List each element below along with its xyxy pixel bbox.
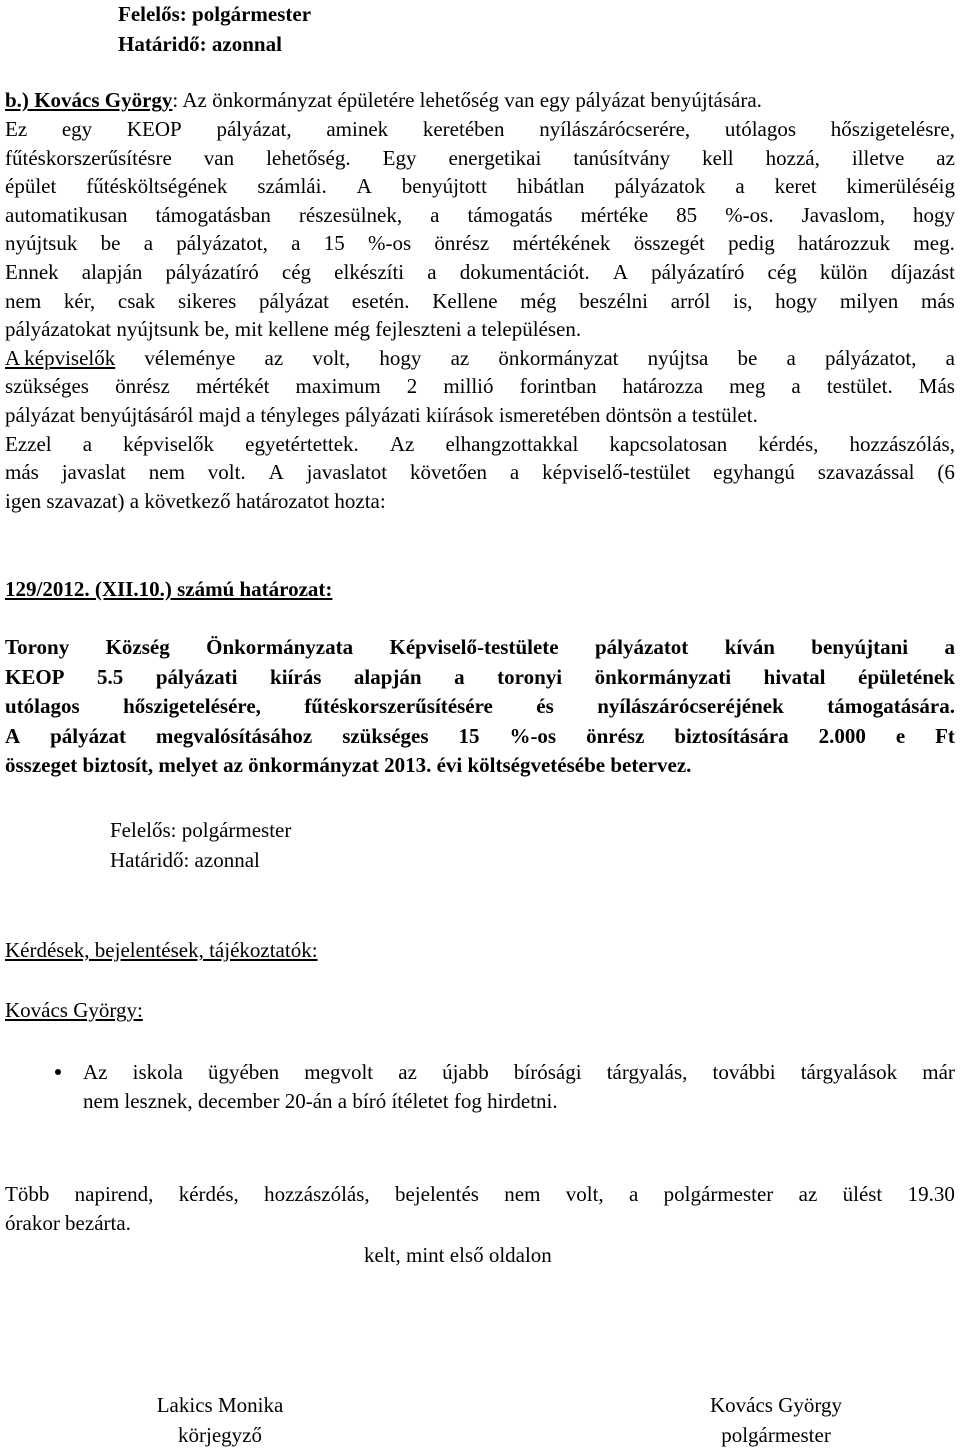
paragraph-line <box>5 86 955 115</box>
signer-title: polgármester <box>721 1423 831 1447</box>
resolution-responsible: Felelős: polgármester <box>110 818 292 842</box>
paragraph-line: épület fűtésköltségének számlái. A benyújtott hibátlan pályázatok a keret kimerüléséig <box>5 174 955 199</box>
paragraph-line: nyújtsuk be a pályázatot, a 15 %-os önrész mértékének összegét pedig határozzuk meg. <box>5 231 955 256</box>
line-1-rest: : Az önkormányzat épületére lehetőség van egy pályázat benyújtására. <box>172 88 762 112</box>
paragraph-line: más javaslat nem volt. A javaslatot követően a képviselő-testület egyhangú szavazással (6 <box>5 460 955 485</box>
paragraph-line: Ez egy KEOP pályázat, aminek keretében nyílászárócserére, utólagos hőszigetelésre, <box>5 117 955 141</box>
signer-name: Lakics Monika <box>156 1393 284 1417</box>
bullet-line: nem lesznek, december 20-án a bíró ítéletet fog hirdetni. <box>83 1088 558 1113</box>
questions-speaker: Kovács György: <box>5 998 143 1022</box>
resolution-line: összeget biztosít, melyet az önkormányzat 2013. évi költségvetésébe betervez. <box>5 753 692 778</box>
resolution-line: Torony Község Önkormányzata Képviselő-testülete pályázatot kíván benyújtani a <box>5 635 955 659</box>
resolution-title: 129/2012. (XII.10.) számú határozat: <box>5 577 333 601</box>
bullet-line: Az iskola ügyében megvolt az újabb bírósági tárgyalás, további tárgyalások már <box>83 1060 955 1084</box>
paragraph-line: automatikusan támogatásban részesülnek, a támogatás mértéke 85 %-os. Javaslom, hogy <box>5 202 955 227</box>
paragraph-line: pályázatokat nyújtsunk be, mit kellene még fejleszteni a településen. <box>5 317 582 342</box>
bullet-icon <box>55 1069 61 1075</box>
paragraph-line: fűtéskorszerűsítésre van lehetőség. Egy energetikai tanúsítvány kell hozzá, illetve az <box>5 145 955 170</box>
paragraph-line: A képviselők véleménye az volt, hogy az önkormányzat nyújtsa be a pályázatot, a <box>5 344 955 373</box>
closing-paragraph <box>5 1180 955 1237</box>
bullet-item <box>83 1058 955 1115</box>
item-b-label: b.) <box>5 88 29 112</box>
signer-title: körjegyző <box>178 1423 262 1447</box>
signer-name: Kovács György <box>709 1393 842 1417</box>
resolution-body <box>5 633 955 781</box>
paragraph-line: igen szavazat) a következő határozatot hozta: <box>5 488 386 513</box>
paragraph-line: pályázat benyújtásáról majd a tényleges pályázati kiírások ismeretében döntsön a testület. <box>5 402 758 427</box>
item-b-paragraph <box>5 86 955 115</box>
representatives-label: A képviselők <box>5 345 116 370</box>
closing-line: Több napirend, kérdés, hozzászólás, bejelentés nem volt, a polgármester az ülést 19.30 <box>5 1182 955 1206</box>
paragraph-line: Ezzel a képviselők egyetértettek. Az elhangzottakkal kapcsolatosan kérdés, hozzászólás, <box>5 431 955 456</box>
resolution-line: KEOP 5.5 pályázati kiírás alapján a toronyi önkormányzati hivatal épületének <box>5 664 955 689</box>
questions-heading: Kérdések, bejelentések, tájékoztatók: <box>5 938 318 962</box>
resolution-line: utólagos hőszigetelésére, fűtéskorszerűsítésére és nyílászárócseréjének támogatására. <box>5 694 955 719</box>
paragraph-line: szükséges önrész mértékét maximum 2 millió forintban határozza meg a testület. Más <box>5 374 955 399</box>
item-b-heading <box>5 88 172 112</box>
dated-line: kelt, mint első oldalon <box>364 1243 552 1267</box>
signature-right <box>676 1390 876 1450</box>
paragraph-line: nem kér, csak sikeres pályázat esetén. Kellene még beszélni arról is, hogy milyen más <box>5 288 955 313</box>
paragraph-line: Ennek alapján pályázatíró cég elkészíti a dokumentációt. A pályázatíró cég külön díjazást <box>5 259 955 284</box>
top-deadline: Határidő: azonnal <box>118 32 282 56</box>
item-b-body <box>5 115 955 515</box>
signature-left <box>120 1390 320 1450</box>
closing-line: órakor bezárta. <box>5 1210 131 1235</box>
resolution-line: A pályázat megvalósításához szükséges 15 %-os önrész biztosítására 2.000 e Ft <box>5 723 955 748</box>
speaker-name: Kovács György <box>34 88 173 112</box>
top-responsible: Felelős: polgármester <box>118 2 312 26</box>
resolution-deadline: Határidő: azonnal <box>110 848 260 872</box>
